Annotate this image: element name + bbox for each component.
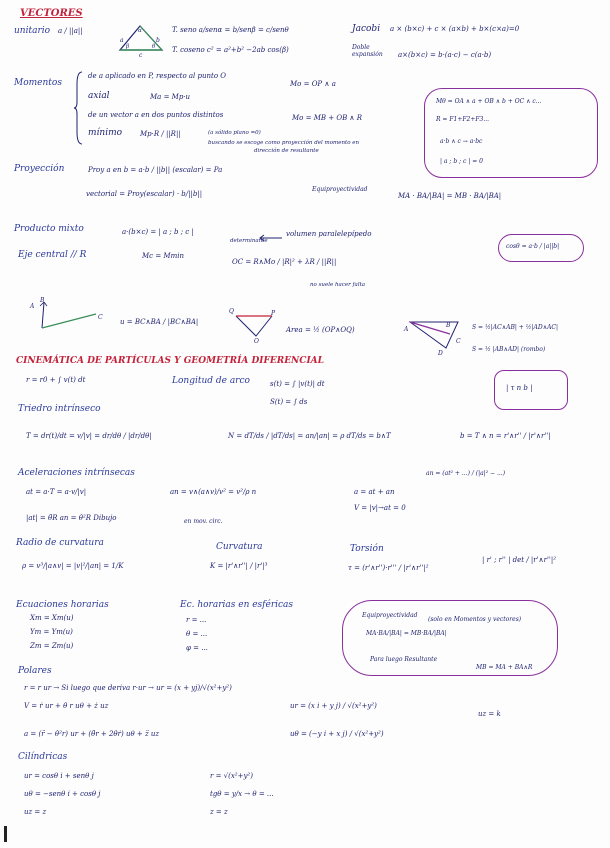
tri-label-b: b [156, 37, 160, 44]
page-title: VECTORES [20, 8, 83, 19]
aceleraciones-heading: Aceleraciones intrínsecas [18, 468, 135, 478]
an-alt-formula: an = (at² + ...) / (|a|² − ...) [426, 470, 506, 477]
s2-integral: S(t) = ∫ ds [270, 398, 308, 406]
fig2-label-o: O [254, 338, 259, 345]
cil-uz: uz = z [24, 808, 47, 816]
fig2-label-p: P [271, 310, 276, 317]
tri-label-alpha: α [138, 28, 142, 34]
torsion-heading: Torsión [350, 544, 384, 554]
eje-note: no suele hacer falta [310, 282, 366, 288]
quad-abcd-figure [406, 318, 466, 354]
jacobi-label: Jacobi [352, 24, 381, 34]
mixto-heading: Producto mixto [14, 224, 84, 234]
curvatura-formula: K = |r'∧r''| / |r'|³ [210, 562, 268, 570]
margin-mark [4, 826, 7, 842]
longitud-arco-label: Longitud de arco [172, 376, 250, 386]
cos-formula: cosθ = a·b / |a||b| [506, 243, 560, 250]
v-formula: V = |v|→at = 0 [354, 504, 406, 512]
cil-z: z = z [210, 808, 228, 816]
ecuaciones-heading: Ecuaciones horarias [16, 600, 109, 610]
momentos-line3-formula: Mo = MB + OB ∧ R [292, 114, 363, 122]
mov-circ-note: en mov. circ. [184, 518, 223, 525]
minimo-formula: Mp·R / ||R|| [140, 130, 181, 138]
momentos-heading: Momentos [14, 78, 62, 88]
axial-label: axial [88, 91, 110, 101]
box-line2: R = F1+F2+F3... [436, 116, 490, 123]
doble-expansion-label: Doble expansión [352, 44, 383, 58]
determinante-label: determinante [230, 238, 268, 244]
box2-line2: (solo en Momentos y vectores) [428, 616, 522, 623]
momentos-brace [74, 70, 84, 146]
box2-line3: MA·BA/|BA| = MB·BA/|BA| [366, 630, 447, 637]
equiproyectividad-label: Equiproyectividad [312, 186, 368, 193]
circ-formula: |at| = θ̈R an = θ̇²R Dibujo [26, 514, 117, 522]
arrow-icon [258, 234, 284, 242]
det-formula: | τ n b | [506, 384, 533, 392]
esf-r: r = ... [186, 616, 207, 624]
an-formula: an = v∧(a∧v)/v² = v²/ρ n [170, 488, 257, 496]
fig1-label-c: C [98, 314, 103, 321]
fig2-label-q: Q [229, 308, 234, 315]
fig1-label-a: A [30, 303, 35, 310]
box-line4: | a ; b ; c | = 0 [440, 158, 483, 165]
polares-r: r = r ur → Si luego que deriva r·ur → ur = (x + yj)/√(x²+y²) [24, 684, 232, 692]
momentos-line3: de un vector a en dos puntos distintos [88, 111, 224, 119]
s1-formula: S = ½|AC∧AB| + ½|AD∧AC| [472, 324, 559, 331]
binormal-vector: b = T ∧ n = r'∧r'' / |r'∧r''| [460, 432, 551, 440]
tri-label-c: c [139, 52, 143, 59]
s2-formula: S = ½ |AB∧AD| (rombo) [472, 346, 546, 353]
polares-v: V = ṙ ur + θ̇ r uθ + ż uz [24, 702, 109, 710]
torsion-formula: τ = (r'∧r'')·r''' / |r'∧r''|² [348, 564, 429, 572]
unitario-formula: a / ||a|| [58, 27, 83, 35]
cilindricas-heading: Cilíndricas [18, 752, 68, 762]
cinematica-heading: CINEMÁTICA DE PARTÍCULAS Y GEOMETRÍA DIFERENCIAL [16, 356, 324, 366]
polares-heading: Polares [18, 666, 52, 676]
fig3-label-c: C [456, 338, 461, 345]
fig3-label-d: D [438, 350, 443, 357]
area-formula: Area = ½ (OP∧OQ) [286, 326, 355, 334]
fig1-label-b: B [40, 297, 45, 304]
eje-oc-formula: OC = R∧Mo / |R|² + λR / ||R|| [232, 258, 337, 266]
cil-tg: tgθ = y/x → θ = ... [210, 790, 274, 798]
curvatura-heading: Curvatura [216, 542, 263, 552]
esfericas-heading: Ec. horarias en esféricas [180, 600, 294, 610]
tri-label-theta: θ [152, 44, 156, 50]
normal-vector: N = dT/ds / |dT/ds| = an/|an| = ρ dT/ds = b∧T [228, 432, 391, 440]
mixto-formula: a·(b×c) = | a ; b ; c | [122, 228, 194, 236]
proyeccion-heading: Proyección [14, 164, 65, 174]
box2-line5: MB = MA + BA∧R [476, 664, 533, 671]
esf-theta: θ = ... [186, 630, 208, 638]
momentos-line1: de a aplicado en P, respecto al punto O [88, 72, 227, 80]
fig3-label-b: B [446, 322, 451, 329]
box2-line4: Para luego Resultante [370, 656, 438, 663]
polares-ur: ur = (x i + y j) / √(x²+y²) [290, 702, 377, 710]
eq-z: Zm = Zm(u) [30, 642, 74, 650]
unitario-label: unitario [14, 26, 51, 36]
polares-uth: uθ = (−y i + x j) / √(x²+y²) [290, 730, 384, 738]
u-formula: u = BC∧BA / |BC∧BA| [120, 318, 199, 326]
triedro-heading: Triedro intrínseco [18, 404, 101, 414]
at-formula: at = a·T = a·v/|v| [26, 488, 87, 496]
eje-central-formula: Mc = Mmin [142, 252, 184, 260]
proyeccion-line1: Proy a en b = a·b / ||b|| (escalar) = Pa [88, 166, 223, 174]
cil-r: r = √(x²+y²) [210, 772, 253, 780]
torsion-formula-det: | r' ; r'' | det / |r'∧r''|² [482, 556, 557, 564]
coseno-theorem: T. coseno c² = a²+b² −2ab cos(β) [172, 46, 289, 54]
polares-a: a = (r̈ − θ̇²r) ur + (θ̈r + 2θ̇ṙ) uθ + z̈ uz [24, 730, 160, 738]
eje-central-heading: Eje central // R [18, 250, 87, 260]
box-line1: Mθ = OA ∧ a + OB ∧ b + OC ∧ c... [436, 98, 542, 105]
triangle-abc-figure [34, 294, 106, 342]
fig3-label-a: A [404, 326, 409, 333]
doble-expansion-formula: a×(b×c) = b·(a·c) − c(a·b) [398, 51, 492, 59]
axial-formula: Ma = Mp·u [150, 93, 191, 101]
eq-x: Xm = Xm(u) [30, 614, 74, 622]
seno-theorem: T. seno a/senα = b/senβ = c/senθ [172, 26, 289, 34]
minimo-note2: buscando se escoge como proyección del momento en [208, 140, 360, 146]
esf-phi: φ = ... [186, 644, 208, 652]
minimo-note1: (a sólido plano =0) [208, 130, 261, 136]
cil-uth: uθ = −senθ i + cosθ j [24, 790, 101, 798]
proyeccion-line2: vectorial = Proy(escalar) · b/||b|| [86, 190, 203, 198]
tangent-vector: T = dr(t)/dt = v/|v| = dr/dθ / |dr/dθ| [26, 432, 152, 440]
r-integral: r = r0 + ∫ v(t) dt [26, 376, 86, 384]
radio-heading: Radio de curvatura [16, 538, 104, 548]
cil-ur: ur = cosθ i + senθ j [24, 772, 94, 780]
mixto-arrow-note: volumen paralelepípedo [286, 230, 372, 238]
polares-uz: uz = k [478, 710, 501, 718]
tri-label-a: a [120, 37, 124, 44]
momentos-line1-formula: Mo = OP ∧ a [290, 80, 336, 88]
equiproyectividad-formula: MA · BA/|BA| = MB · BA/|BA| [398, 192, 502, 200]
box-line3: a·b ∧ c → a·bc [440, 138, 483, 145]
minimo-label: mínimo [88, 128, 123, 138]
tri-label-beta: β [126, 44, 130, 50]
s-integral: s(t) = ∫ |v(t)| dt [270, 380, 325, 388]
a-sum-formula: a = at + an [354, 488, 395, 496]
minimo-note3: dirección de resultante [254, 148, 319, 154]
radio-formula: ρ = v³/|a∧v| = |v|²/|an| = 1/K [22, 562, 124, 570]
box2-line1: Equiproyectividad [362, 612, 418, 619]
eq-y: Ym = Ym(u) [30, 628, 73, 636]
jacobi-formula: a × (b×c) + c × (a×b) + b×(c×a)=0 [390, 25, 520, 33]
